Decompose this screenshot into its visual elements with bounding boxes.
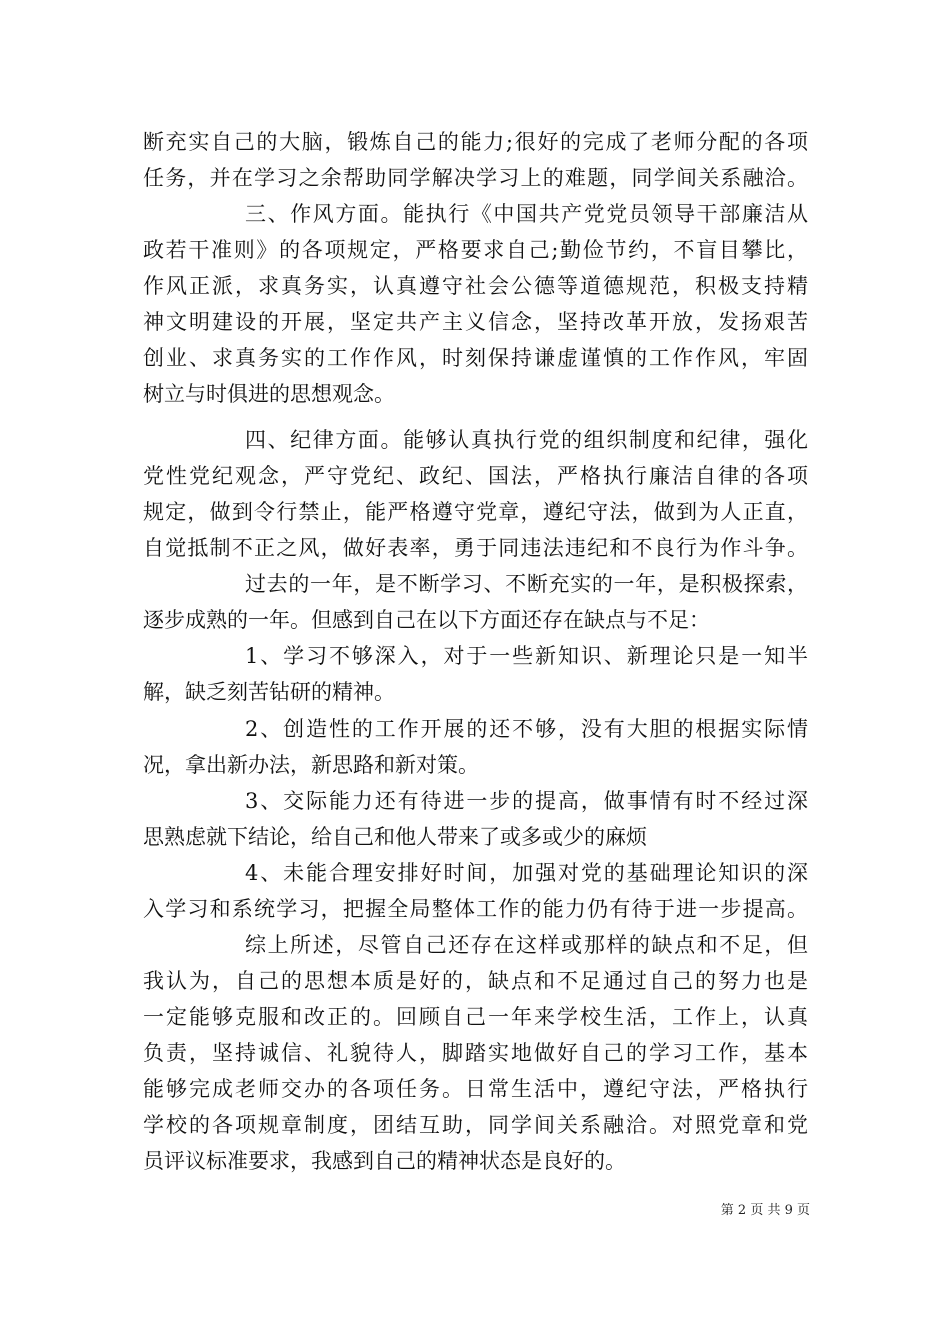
text-line: 4、未能合理安排好时间，加强对党的基础理论知识的深 [245,861,808,885]
text-line: 任务，并在学习之余帮助同学解决学习上的难题，同学间关系融洽。 [143,166,808,190]
text-line: 过去的一年，是不断学习、不断充实的一年，是积极探索， [245,572,808,596]
text-line: 规定，做到令行禁止，能严格遵守党章，遵纪守法，做到为人正直， [143,500,808,524]
text-line: 一定能够克服和改正的。回顾自己一年来学校生活，工作上，认真 [143,1005,808,1029]
text-line: 综上所述，尽管自己还存在这样或那样的缺点和不足，但 [245,933,808,957]
text-line: 政若干准则》的各项规定，严格要求自己;勤俭节约，不盲目攀比， [143,238,808,262]
text-line: 3、交际能力还有待进一步的提高，做事情有时不经过深 [245,789,808,813]
text-line: 1、学习不够深入，对于一些新知识、新理论只是一知半 [245,644,808,668]
text-line: 自觉抵制不正之风，做好表率，勇于同违法违纪和不良行为作斗争。 [143,536,808,560]
text-line: 断充实自己的大脑，锻炼自己的能力;很好的完成了老师分配的各项 [143,130,808,154]
text-line: 四、纪律方面。能够认真执行党的组织制度和纪律，强化 [245,428,808,452]
text-line: 2、创造性的工作开展的还不够，没有大胆的根据实际情 [245,717,808,741]
text-line: 况，拿出新办法，新思路和新对策。 [143,753,479,777]
text-line: 作风正派，求真务实，认真遵守社会公德等道德规范，积极支持精 [143,274,808,298]
text-line: 神文明建设的开展，坚定共产主义信念，坚持改革开放，发扬艰苦 [143,310,808,334]
page-number: 第 2 页 共 9 页 [720,1203,810,1218]
text-line: 能够完成老师交办的各项任务。日常生活中，遵纪守法，严格执行 [143,1077,808,1101]
text-line: 党性党纪观念，严守党纪、政纪、国法，严格执行廉洁自律的各项 [143,464,808,488]
text-line: 学校的各项规章制度，团结互助，同学间关系融洽。对照党章和党 [143,1113,808,1137]
text-line: 树立与时俱进的思想观念。 [143,382,395,406]
text-line: 我认为，自己的思想本质是好的，缺点和不足通过自己的努力也是 [143,969,808,993]
text-line: 逐步成熟的一年。但感到自己在以下方面还存在缺点与不足： [143,608,710,632]
text-line: 解，缺乏刻苦钻研的精神。 [143,680,395,704]
text-line: 思熟虑就下结论，给自己和他人带来了或多或少的麻烦 [143,825,647,849]
text-line: 三、作风方面。能执行《中国共产党党员领导干部廉洁从 [245,202,808,226]
text-line: 创业、求真务实的工作作风，时刻保持谦虚谨慎的工作作风，牢固 [143,346,808,370]
text-line: 员评议标准要求，我感到自己的精神状态是良好的。 [143,1149,626,1173]
text-line: 入学习和系统学习，把握全局整体工作的能力仍有待于进一步提高。 [143,897,808,921]
text-line: 负责，坚持诚信、礼貌待人，脚踏实地做好自己的学习工作，基本 [143,1041,808,1065]
